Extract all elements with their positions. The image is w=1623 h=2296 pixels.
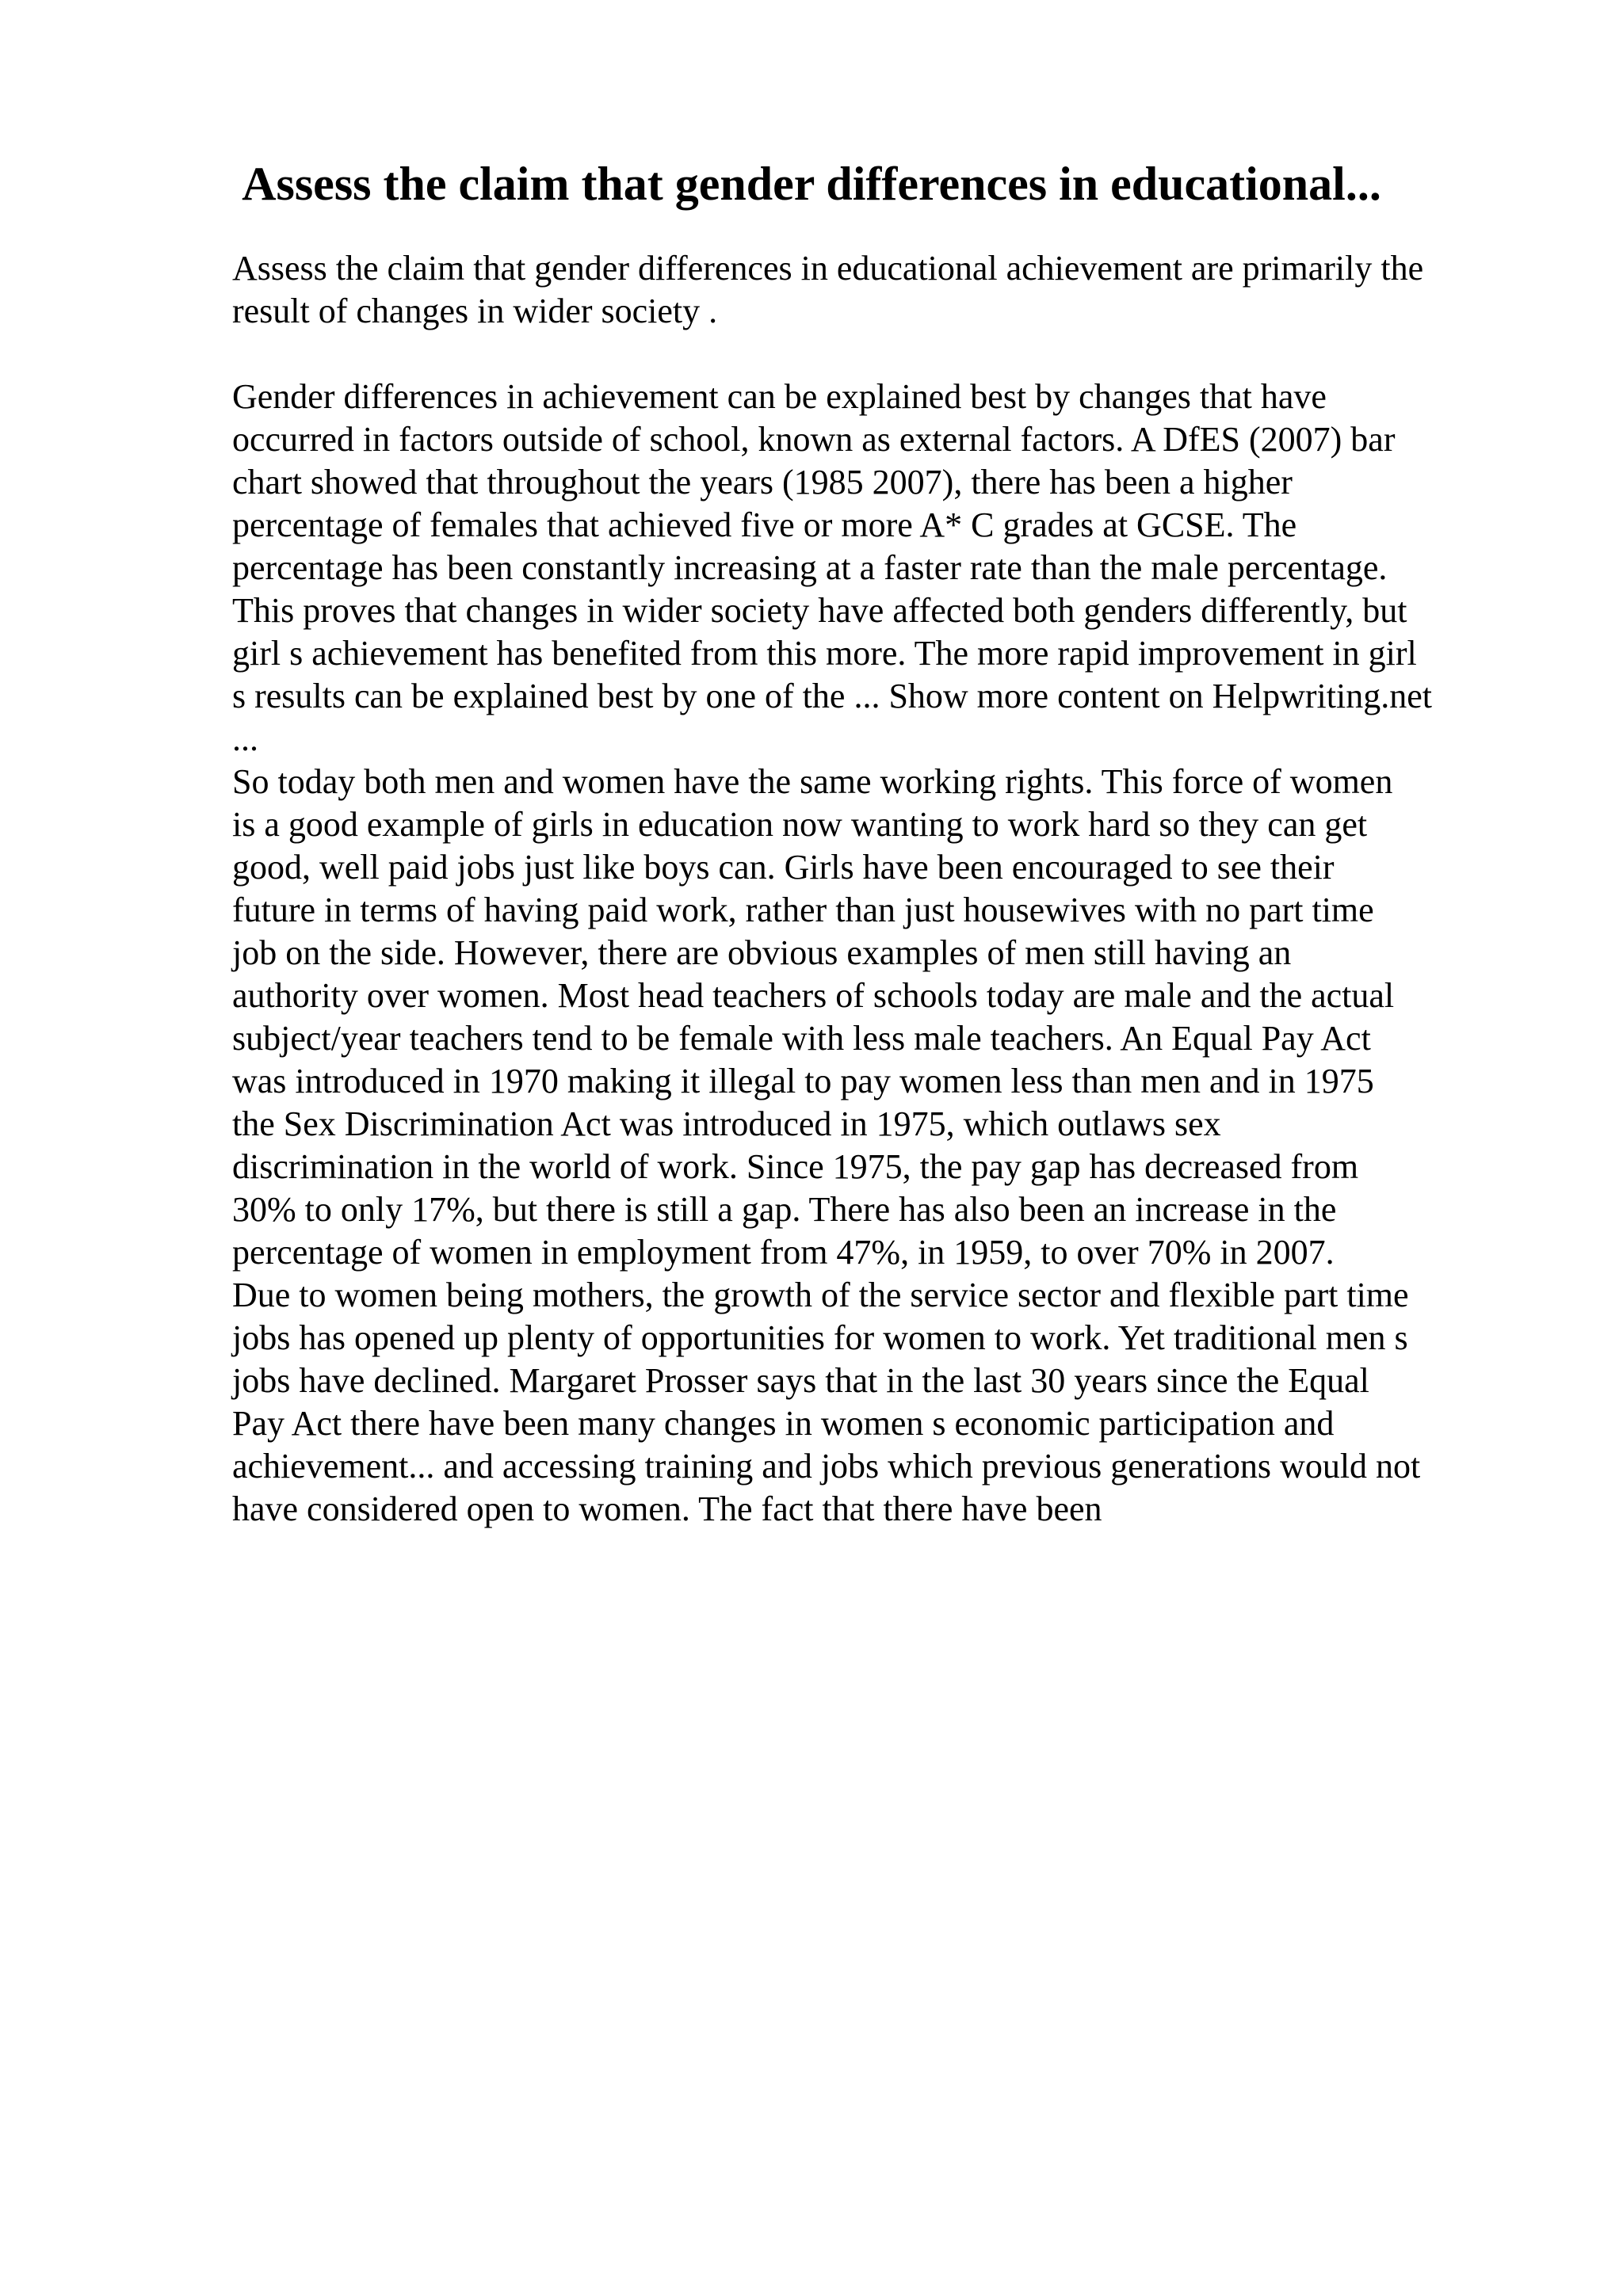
text-line: was introduced in 1970 making it illegal to pay women less than men and in 1975 — [232, 1062, 1374, 1100]
text-line: result of changes in wider society . — [232, 292, 718, 330]
text-line: Pay Act there have been many changes in women s economic participation and — [232, 1404, 1335, 1443]
text-line: Gender differences in achievement can be explained best by changes that have — [232, 377, 1327, 416]
text-line: ... — [232, 719, 258, 758]
text-line: have considered open to women. The fact that there have been — [232, 1489, 1102, 1528]
text-line: jobs have declined. Margaret Prosser says that in the last 30 years since the Equal — [232, 1361, 1369, 1400]
text-line: percentage has been constantly increasing at a faster rate than the male percentage. — [232, 548, 1388, 587]
text-line: discrimination in the world of work. Since 1975, the pay gap has decreased from — [232, 1147, 1359, 1186]
text-line: the Sex Discrimination Act was introduced in 1975, which outlaws sex — [232, 1104, 1221, 1143]
text-line: achievement... and accessing training and jobs which previous generations would not — [232, 1447, 1421, 1486]
text-line: This proves that changes in wider society have affected both genders differently, but — [232, 591, 1407, 630]
text-line: 30% to only 17%, but there is still a gap. There has also been an increase in the — [232, 1190, 1337, 1229]
text-line: s results can be explained best by one of the ... Show more content on Helpwriting.net — [232, 677, 1432, 715]
text-line: girl s achievement has benefited from this more. The more rapid improvement in girl — [232, 634, 1417, 673]
text-line: percentage of females that achieved five or more A* C grades at GCSE. The — [232, 505, 1297, 544]
text-line: is a good example of girls in education now wanting to work hard so they can get — [232, 805, 1368, 844]
text-line: Assess the claim that gender differences in educational achievement are primarily the — [232, 249, 1424, 288]
text-line: job on the side. However, there are obvious examples of men still having an — [232, 933, 1292, 972]
text-line: jobs has opened up plenty of opportunities for women to work. Yet traditional men s — [232, 1318, 1408, 1357]
text-line: percentage of women in employment from 47%, in 1959, to over 70% in 2007. — [232, 1233, 1335, 1272]
text-line: future in terms of having paid work, rather than just housewives with no part time — [232, 891, 1374, 929]
text-line: So today both men and women have the same working rights. This force of women — [232, 762, 1393, 801]
text-line: authority over women. Most head teachers of schools today are male and the actual — [232, 976, 1395, 1015]
text-line: good, well paid jobs just like boys can. Girls have been encouraged to see their — [232, 848, 1335, 887]
text-line: Due to women being mothers, the growth of the service sector and flexible part time — [232, 1276, 1409, 1314]
page-title: Assess the claim that gender differences in educational... — [242, 158, 1381, 210]
text-line: subject/year teachers tend to be female with less male teachers. An Equal Pay Act — [232, 1019, 1371, 1058]
text-line: chart showed that throughout the years (1985 2007), there has been a higher — [232, 463, 1293, 502]
text-line: occurred in factors outside of school, known as external factors. A DfES (2007) bar — [232, 420, 1396, 459]
